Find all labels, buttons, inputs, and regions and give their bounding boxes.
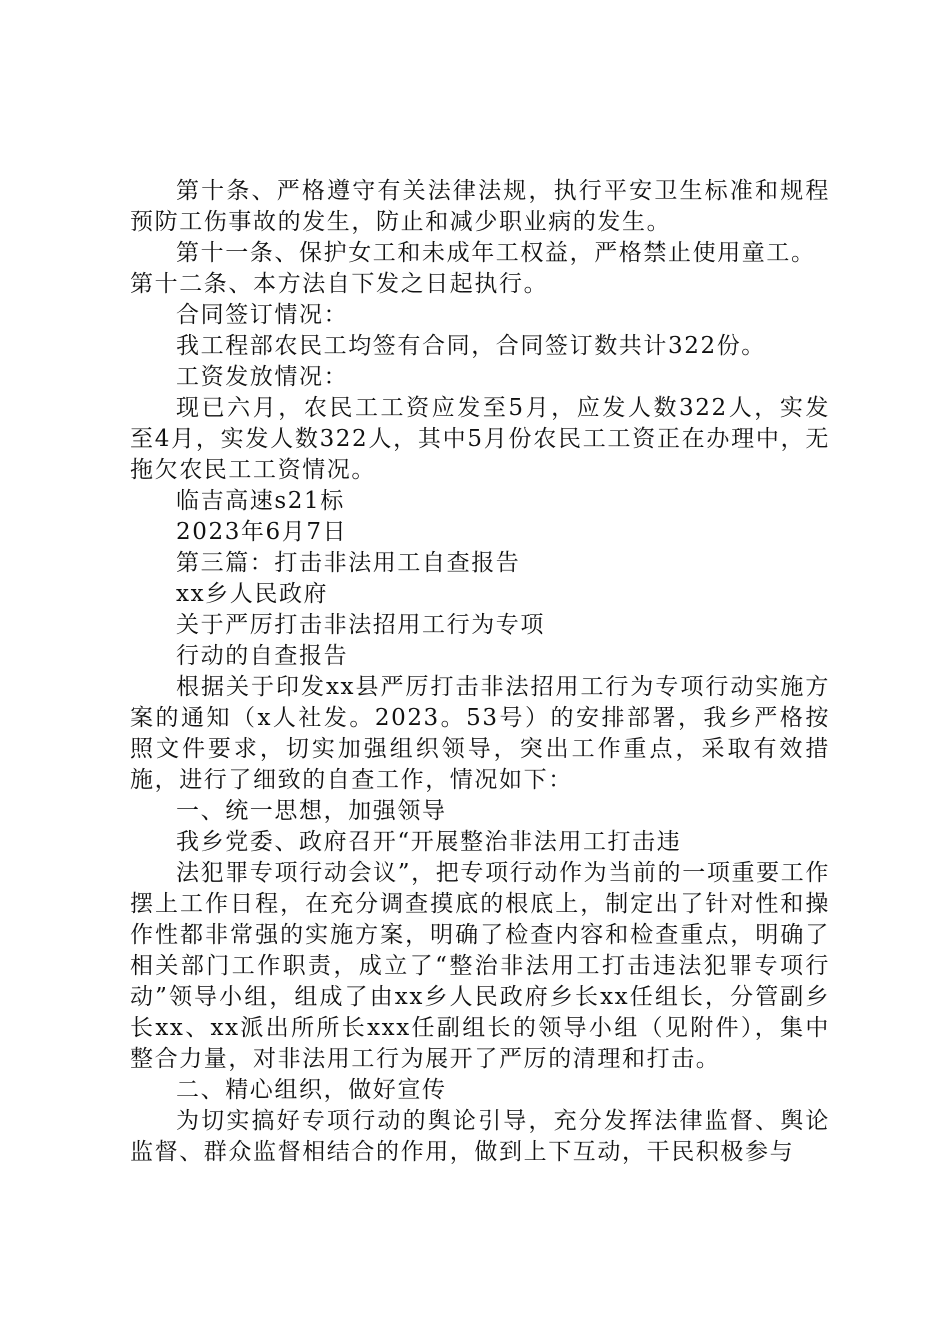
issuer-government: xx乡人民政府 [176, 581, 329, 607]
paragraph-article-11: 第十一条、保护女工和未成年工权益，严格禁止使用童工。 [176, 240, 816, 266]
signature-project: 临吉高速s21标 [176, 488, 345, 514]
paragraph-article-10: 第十条、严格遵守有关法律法规，执行平安卫生标准和规程预防工伤事故的发生，防止和减少职业病的发生。 [130, 178, 830, 235]
document-body [130, 176, 830, 1168]
section-title-part-three: 第三篇：打击非法用工自查报告 [176, 550, 521, 576]
paragraph-meeting-details: 法犯罪专项行动会议”，把专项行动作为当前的一项重要工作摆上工作日程，在充分调查摸底的根底上，制定出了针对性和操作性都非常强的实施方案，明确了检查内容和检查重点，明确了相关部门工作职责，成立了“整治非法用工打击违法犯罪专项行动”领导小组，组成了由xx乡人民政府乡长xx任组长，分管副乡长xx、xx派出所所长xxx任副组长的领导小组（见附件），集中整合力量，对非法用工行为展开了严厉的清理和打击。 [130, 860, 830, 1072]
signature-date: 2023年6月7日 [176, 519, 348, 545]
report-title-line-2: 行动的自查报告 [176, 643, 349, 669]
paragraph-article-12: 第十二条、本方法自下发之日起执行。 [130, 271, 549, 297]
paragraph-contract-count: 我工程部农民工均签有合同，合同签订数共计322份。 [176, 333, 766, 359]
heading-wage-status: 工资发放情况： [176, 364, 349, 390]
heading-section-two: 二、精心组织，做好宣传 [176, 1077, 447, 1103]
paragraph-intro: 根据关于印发xx县严厉打击非法招用工行为专项行动实施方案的通知（x人社发。2023。53号）的安排部署，我乡严格按照文件要求，切实加强组织领导，突出工作重点，采取有效措施，进行了细致的自查工作，情况如下： [130, 674, 830, 793]
paragraph-publicity: 为切实搞好专项行动的舆论引导，充分发挥法律监督、舆论监督、群众监督相结合的作用，做到上下互动，干民积极参与 [130, 1108, 830, 1165]
report-title-line-1: 关于严厉打击非法招用工行为专项 [176, 612, 545, 638]
paragraph-wage-details: 现已六月，农民工工资应发至5月，应发人数322人，实发至4月，实发人数322人，其中5月份农民工工资正在办理中，无拖欠农民工工资情况。 [130, 395, 830, 483]
paragraph-meeting-start: 我乡党委、政府召开“开展整治非法用工打击违 [176, 829, 682, 855]
heading-section-one: 一、统一思想，加强领导 [176, 798, 447, 824]
heading-contract-status: 合同签订情况： [176, 302, 349, 328]
